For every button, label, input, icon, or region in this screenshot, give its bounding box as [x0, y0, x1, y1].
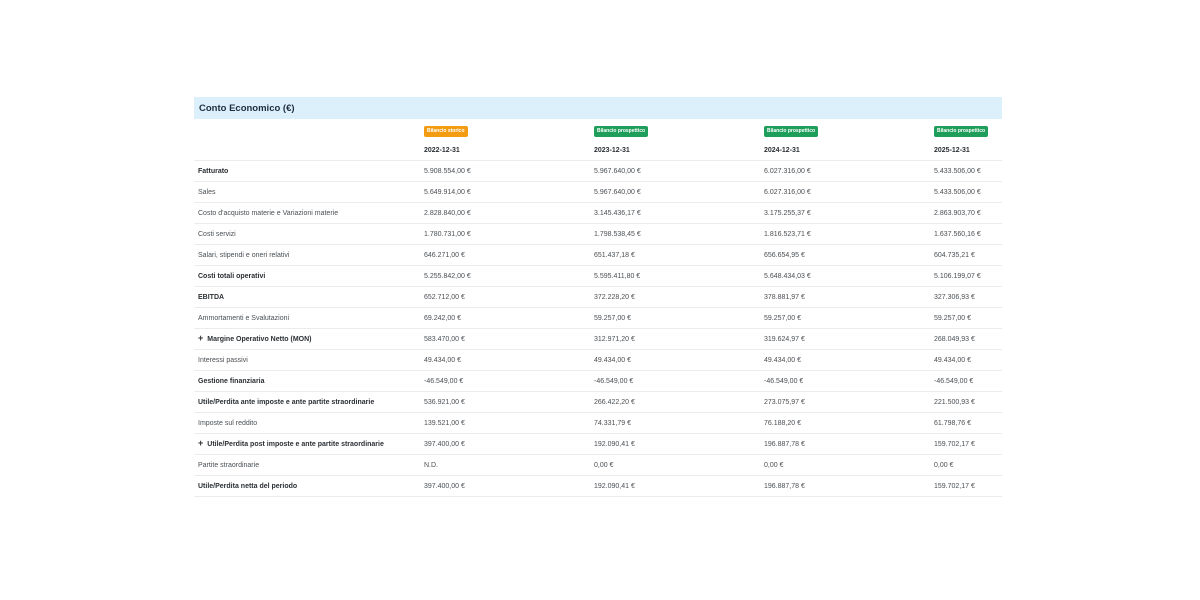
row-value: 2.863.903,70 € [930, 203, 1002, 224]
row-value: 273.075,97 € [760, 392, 930, 413]
row-value: 2.828.840,00 € [420, 203, 590, 224]
row-value: 59.257,00 € [760, 308, 930, 329]
table-row [194, 413, 1002, 434]
row-label: Costi servizi [198, 230, 236, 238]
row-value: 0,00 € [930, 455, 1002, 476]
row-value: 49.434,00 € [420, 350, 590, 371]
table-row [194, 476, 1002, 497]
table-row [194, 350, 1002, 371]
row-label-cell [194, 308, 420, 329]
row-label-cell [194, 350, 420, 371]
row-label-cell [194, 203, 420, 224]
row-label: Partite straordinarie [198, 461, 260, 469]
row-value: 0,00 € [590, 455, 760, 476]
column-header-3 [760, 119, 930, 140]
status-badge: Bilancio prospettico [764, 126, 818, 137]
row-label-cell [194, 455, 420, 476]
table-row[interactable] [194, 434, 1002, 455]
row-value: 0,00 € [760, 455, 930, 476]
table-row [194, 371, 1002, 392]
row-label: Costi totali operativi [198, 272, 266, 280]
row-value: 268.049,93 € [930, 329, 1002, 350]
table-row[interactable] [194, 329, 1002, 350]
row-label: Gestione finanziaria [198, 377, 265, 385]
row-value: 6.027.316,00 € [760, 161, 930, 182]
column-date: 2023-12-31 [590, 140, 760, 161]
row-value: 652.712,00 € [420, 287, 590, 308]
row-value: 5.967.640,00 € [590, 182, 760, 203]
row-value: 159.702,17 € [930, 434, 1002, 455]
row-value: 397.400,00 € [420, 476, 590, 497]
table-row [194, 266, 1002, 287]
row-label-cell [194, 413, 420, 434]
row-label: Costo d'acquisto materie e Variazioni materie [198, 209, 339, 217]
row-value: 59.257,00 € [590, 308, 760, 329]
row-value: 3.175.255,37 € [760, 203, 930, 224]
row-label: Utile/Perdita ante imposte e ante partite straordinarie [198, 398, 375, 406]
row-value: 6.027.316,00 € [760, 182, 930, 203]
row-label-cell [194, 161, 420, 182]
row-value: 5.433.506,00 € [930, 182, 1002, 203]
row-value: 536.921,00 € [420, 392, 590, 413]
table-row [194, 287, 1002, 308]
row-label-cell [194, 182, 420, 203]
row-value: 5.649.914,00 € [420, 182, 590, 203]
row-value: 49.434,00 € [590, 350, 760, 371]
row-label-cell [194, 245, 420, 266]
column-header-4 [930, 119, 1002, 140]
date-row-spacer [194, 140, 420, 161]
row-value: 192.090,41 € [590, 476, 760, 497]
column-date: 2025-12-31 [930, 140, 1002, 161]
row-value: 378.881,97 € [760, 287, 930, 308]
table-row [194, 161, 1002, 182]
row-value: 5.106.199,07 € [930, 266, 1002, 287]
panel-title: Conto Economico (€) [194, 97, 1002, 119]
row-label-cell [194, 224, 420, 245]
row-value: 5.648.434,03 € [760, 266, 930, 287]
row-value: 1.637.560,16 € [930, 224, 1002, 245]
row-label: Imposte sul reddito [198, 419, 258, 427]
row-value: 312.971,20 € [590, 329, 760, 350]
table-row [194, 455, 1002, 476]
income-statement-table [194, 119, 1002, 497]
row-value: 5.595.411,80 € [590, 266, 760, 287]
column-date: 2022-12-31 [420, 140, 590, 161]
expand-plus-icon[interactable]: + [198, 333, 204, 343]
row-label: Sales [198, 188, 216, 196]
row-label-cell [194, 371, 420, 392]
row-value: 372.228,20 € [590, 287, 760, 308]
table-row [194, 182, 1002, 203]
row-label: Utile/Perdita post imposte e ante partite straordinarie [207, 441, 384, 448]
row-label: EBITDA [198, 293, 225, 301]
status-badge: Bilancio prospettico [594, 126, 648, 137]
row-value: 656.654,95 € [760, 245, 930, 266]
row-value: 74.331,79 € [590, 413, 760, 434]
row-value: 5.255.842,00 € [420, 266, 590, 287]
income-statement-panel [194, 97, 1002, 497]
expand-plus-icon[interactable]: + [198, 438, 204, 448]
row-label: Ammortamenti e Svalutazioni [198, 314, 290, 322]
row-value: 76.188,20 € [760, 413, 930, 434]
row-label-cell[interactable] [194, 329, 420, 350]
row-value: 196.887,78 € [760, 434, 930, 455]
row-value: 192.090,41 € [590, 434, 760, 455]
table-row [194, 224, 1002, 245]
row-value: 5.967.640,00 € [590, 161, 760, 182]
row-value: 327.306,93 € [930, 287, 1002, 308]
row-label-cell [194, 392, 420, 413]
row-value: 1.798.538,45 € [590, 224, 760, 245]
row-value: 5.908.554,00 € [420, 161, 590, 182]
row-value: -46.549,00 € [930, 371, 1002, 392]
row-value: 221.500,93 € [930, 392, 1002, 413]
row-value: -46.549,00 € [590, 371, 760, 392]
row-label-cell [194, 476, 420, 497]
row-value: 61.798,76 € [930, 413, 1002, 434]
row-value: 5.433.506,00 € [930, 161, 1002, 182]
row-value: 139.521,00 € [420, 413, 590, 434]
column-header-2 [590, 119, 760, 140]
row-value: 196.887,78 € [760, 476, 930, 497]
badge-row [194, 119, 1002, 140]
row-value: 49.434,00 € [930, 350, 1002, 371]
row-value: 651.437,18 € [590, 245, 760, 266]
row-label: Margine Operativo Netto (MON) [207, 336, 312, 343]
column-header-1 [420, 119, 590, 140]
date-row [194, 140, 1002, 161]
row-label: Interessi passivi [198, 356, 248, 364]
row-value: 397.400,00 € [420, 434, 590, 455]
row-value: N.D. [420, 455, 590, 476]
row-label-cell [194, 287, 420, 308]
table-row [194, 392, 1002, 413]
row-label: Fatturato [198, 167, 229, 175]
status-badge: Bilancio storico [424, 126, 468, 137]
table-row [194, 203, 1002, 224]
row-value: 266.422,20 € [590, 392, 760, 413]
row-value: 3.145.436,17 € [590, 203, 760, 224]
row-label-cell [194, 266, 420, 287]
row-value: 319.624,97 € [760, 329, 930, 350]
row-label: Utile/Perdita netta del periodo [198, 482, 298, 490]
row-label-cell[interactable] [194, 434, 420, 455]
badge-row-spacer [194, 119, 420, 140]
row-value: 1.780.731,00 € [420, 224, 590, 245]
row-value: -46.549,00 € [760, 371, 930, 392]
row-value: 583.470,00 € [420, 329, 590, 350]
row-value: 159.702,17 € [930, 476, 1002, 497]
row-value: 69.242,00 € [420, 308, 590, 329]
row-value: 49.434,00 € [760, 350, 930, 371]
status-badge: Bilancio prospettico [934, 126, 988, 137]
row-value: 59.257,00 € [930, 308, 1002, 329]
column-date: 2024-12-31 [760, 140, 930, 161]
row-value: 1.816.523,71 € [760, 224, 930, 245]
row-value: 604.735,21 € [930, 245, 1002, 266]
table-row [194, 308, 1002, 329]
table-row [194, 245, 1002, 266]
row-value: -46.549,00 € [420, 371, 590, 392]
table-body [194, 119, 1002, 497]
row-value: 646.271,00 € [420, 245, 590, 266]
row-label: Salari, stipendi e oneri relativi [198, 251, 290, 259]
